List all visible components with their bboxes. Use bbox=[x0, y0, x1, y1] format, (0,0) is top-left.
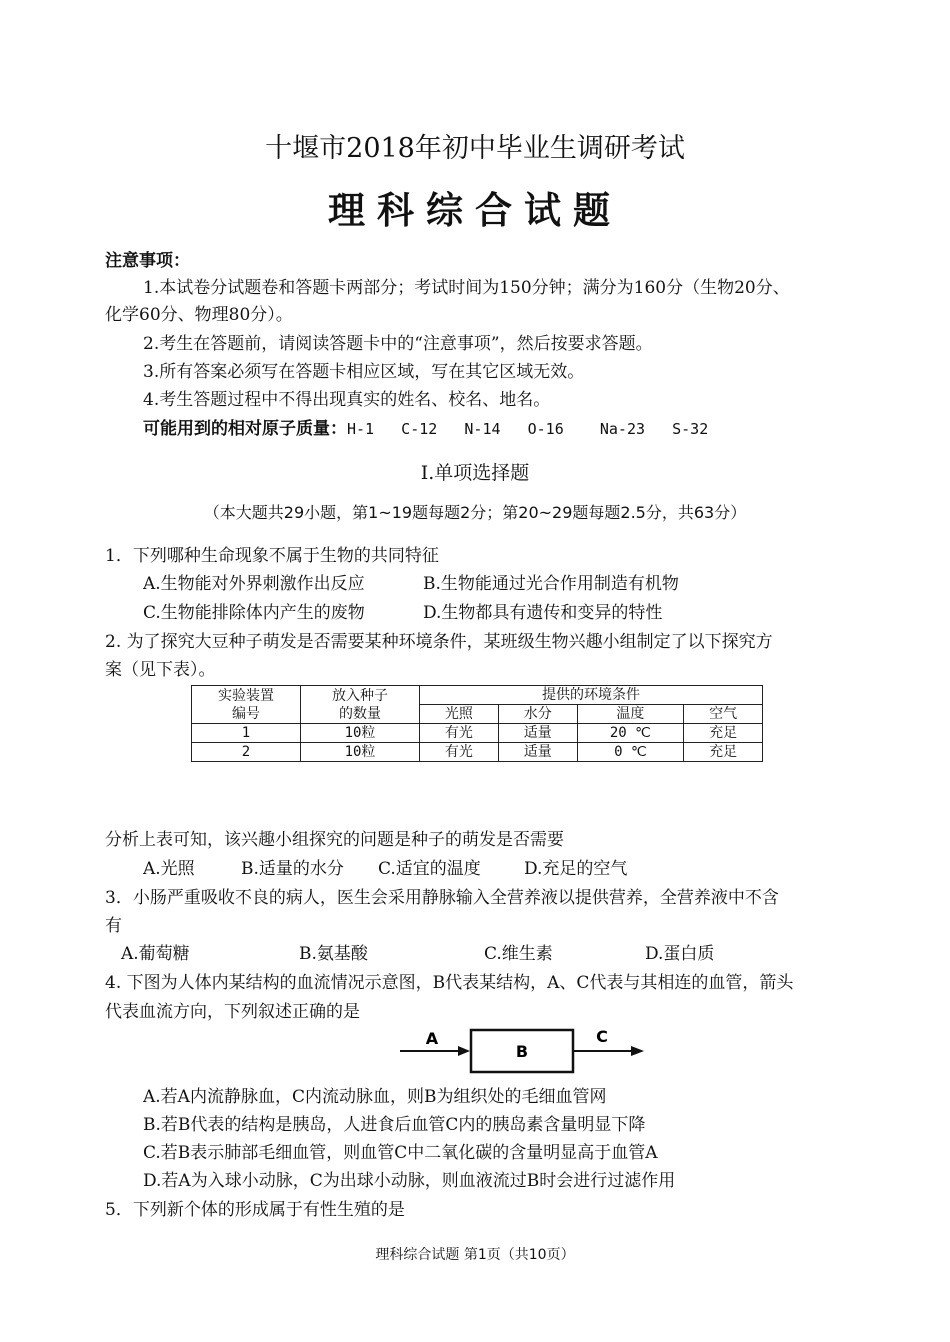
table-header-row bbox=[192, 686, 763, 705]
q3-option-c: C.维生素 bbox=[484, 944, 553, 964]
q3-stem-line2: 有 bbox=[105, 916, 122, 936]
q3-stem-line1: 3．小肠严重吸收不良的病人，医生会采用静脉输入全营养液以提供营养，全营养液中不含 bbox=[105, 888, 779, 908]
cell-temp: 0 ℃ bbox=[577, 743, 684, 762]
note-item4: 4.考生答题过程中不得出现真实的姓名、校名、地名。 bbox=[143, 390, 551, 410]
q2-option-d: D.充足的空气 bbox=[524, 859, 628, 879]
cell-air: 充足 bbox=[684, 724, 763, 743]
header-temp: 温度 bbox=[577, 705, 684, 724]
page-footer: 理科综合试题 第1页（共10页） bbox=[375, 1247, 575, 1263]
q4-option-d: D.若A为入球小动脉，C为出球小动脉，则血液流过B时会进行过滤作用 bbox=[143, 1171, 676, 1191]
cell-water: 适量 bbox=[498, 743, 577, 762]
blood-flow-diagram bbox=[396, 1022, 652, 1078]
q1-option-a: A.生物能对外界刺激作出反应 bbox=[143, 574, 365, 594]
title-line2: 理科综合试题 bbox=[328, 189, 622, 232]
cell-temp: 20 ℃ bbox=[577, 724, 684, 743]
q3-option-d: D.蛋白质 bbox=[645, 944, 715, 964]
cell-id: 2 bbox=[192, 743, 301, 762]
q4-option-a: A.若A内流静脉血，C内流动脉血，则B为组织处的毛细血管网 bbox=[143, 1087, 607, 1107]
header-light: 光照 bbox=[420, 705, 499, 724]
atomic-mass-label: 可能用到的相对原子质量： bbox=[143, 419, 347, 439]
table-row bbox=[192, 743, 763, 762]
header-air: 空气 bbox=[684, 705, 763, 724]
q4-option-c: C.若B表示肺部毛细血管，则血管C中二氧化碳的含量明显高于血管A bbox=[143, 1143, 658, 1163]
header-water: 水分 bbox=[498, 705, 577, 724]
arrow-c-head bbox=[631, 1046, 644, 1056]
cell-light: 有光 bbox=[420, 724, 499, 743]
note-item1-line1: 1.本试卷分试题卷和答题卡两部分；考试时间为150分钟；满分为160分（生物20分、 bbox=[143, 278, 790, 298]
q1-option-c: C.生物能排除体内产生的废物 bbox=[143, 603, 365, 623]
cell-seeds: 10粒 bbox=[301, 724, 420, 743]
atomic-mass-line bbox=[143, 415, 708, 443]
note-item1-line2: 化学60分、物理80分）。 bbox=[105, 305, 293, 325]
arrow-a-head bbox=[458, 1046, 470, 1056]
cell-water: 适量 bbox=[498, 724, 577, 743]
cell-light: 有光 bbox=[420, 743, 499, 762]
header-env: 提供的环境条件 bbox=[420, 686, 763, 705]
section-title: I.单项选择题 bbox=[420, 462, 530, 484]
title-line1: 十堰市2018年初中毕业生调研考试 bbox=[265, 133, 685, 164]
q1-stem: 1．下列哪种生命现象不属于生物的共同特征 bbox=[105, 546, 439, 566]
cell-id: 1 bbox=[192, 724, 301, 743]
q2-stem-line2: 案（见下表）。 bbox=[105, 660, 216, 680]
q4-option-b: B.若B代表的结构是胰岛，人进食后血管C内的胰岛素含量明显下降 bbox=[143, 1115, 646, 1135]
cell-seeds: 10粒 bbox=[301, 743, 420, 762]
label-c: C bbox=[596, 1027, 608, 1046]
q3-option-b: B.氨基酸 bbox=[299, 944, 368, 964]
q3-option-a: A.葡萄糖 bbox=[121, 944, 190, 964]
cell-air: 充足 bbox=[684, 743, 763, 762]
q2-analysis: 分析上表可知，该兴趣小组探究的问题是种子的萌发是否需要 bbox=[105, 830, 564, 850]
note-item3: 3.所有答案必须写在答题卡相应区域，写在其它区域无效。 bbox=[143, 362, 585, 382]
q4-stem-line1: 4. 下图为人体内某结构的血流情况示意图，B代表某结构，A、C代表与其相连的血管，箭头 bbox=[105, 973, 794, 993]
q2-option-c: C.适宜的温度 bbox=[378, 859, 481, 879]
note-item2: 2.考生在答题前，请阅读答题卡中的“注意事项”，然后按要求答题。 bbox=[143, 334, 653, 354]
label-a: A bbox=[425, 1029, 439, 1048]
header-seeds: 放入种子 的数量 bbox=[301, 686, 420, 724]
q2-option-a: A.光照 bbox=[143, 859, 195, 879]
atomic-mass-values: H-1 C-12 N-14 O-16 Na-23 S-32 bbox=[347, 420, 709, 438]
notes-heading: 注意事项： bbox=[105, 251, 190, 271]
header-device: 实验装置 编号 bbox=[192, 686, 301, 724]
q4-stem-line2: 代表血流方向，下列叙述正确的是 bbox=[105, 1002, 360, 1022]
label-b: B bbox=[515, 1042, 529, 1061]
table-row bbox=[192, 724, 763, 743]
section-scoring: （本大题共29小题，第1~19题每题2分；第20~29题每题2.5分，共63分） bbox=[203, 503, 747, 522]
q2-option-b: B.适量的水分 bbox=[241, 859, 344, 879]
q1-option-d: D.生物都具有遗传和变异的特性 bbox=[423, 603, 663, 623]
q1-option-b: B.生物能通过光合作用制造有机物 bbox=[423, 574, 679, 594]
q5-stem: 5．下列新个体的形成属于有性生殖的是 bbox=[105, 1200, 405, 1220]
q2-stem-line1: 2. 为了探究大豆种子萌发是否需要某种环境条件，某班级生物兴趣小组制定了以下探究方 bbox=[105, 632, 773, 652]
experiment-table bbox=[191, 685, 763, 762]
